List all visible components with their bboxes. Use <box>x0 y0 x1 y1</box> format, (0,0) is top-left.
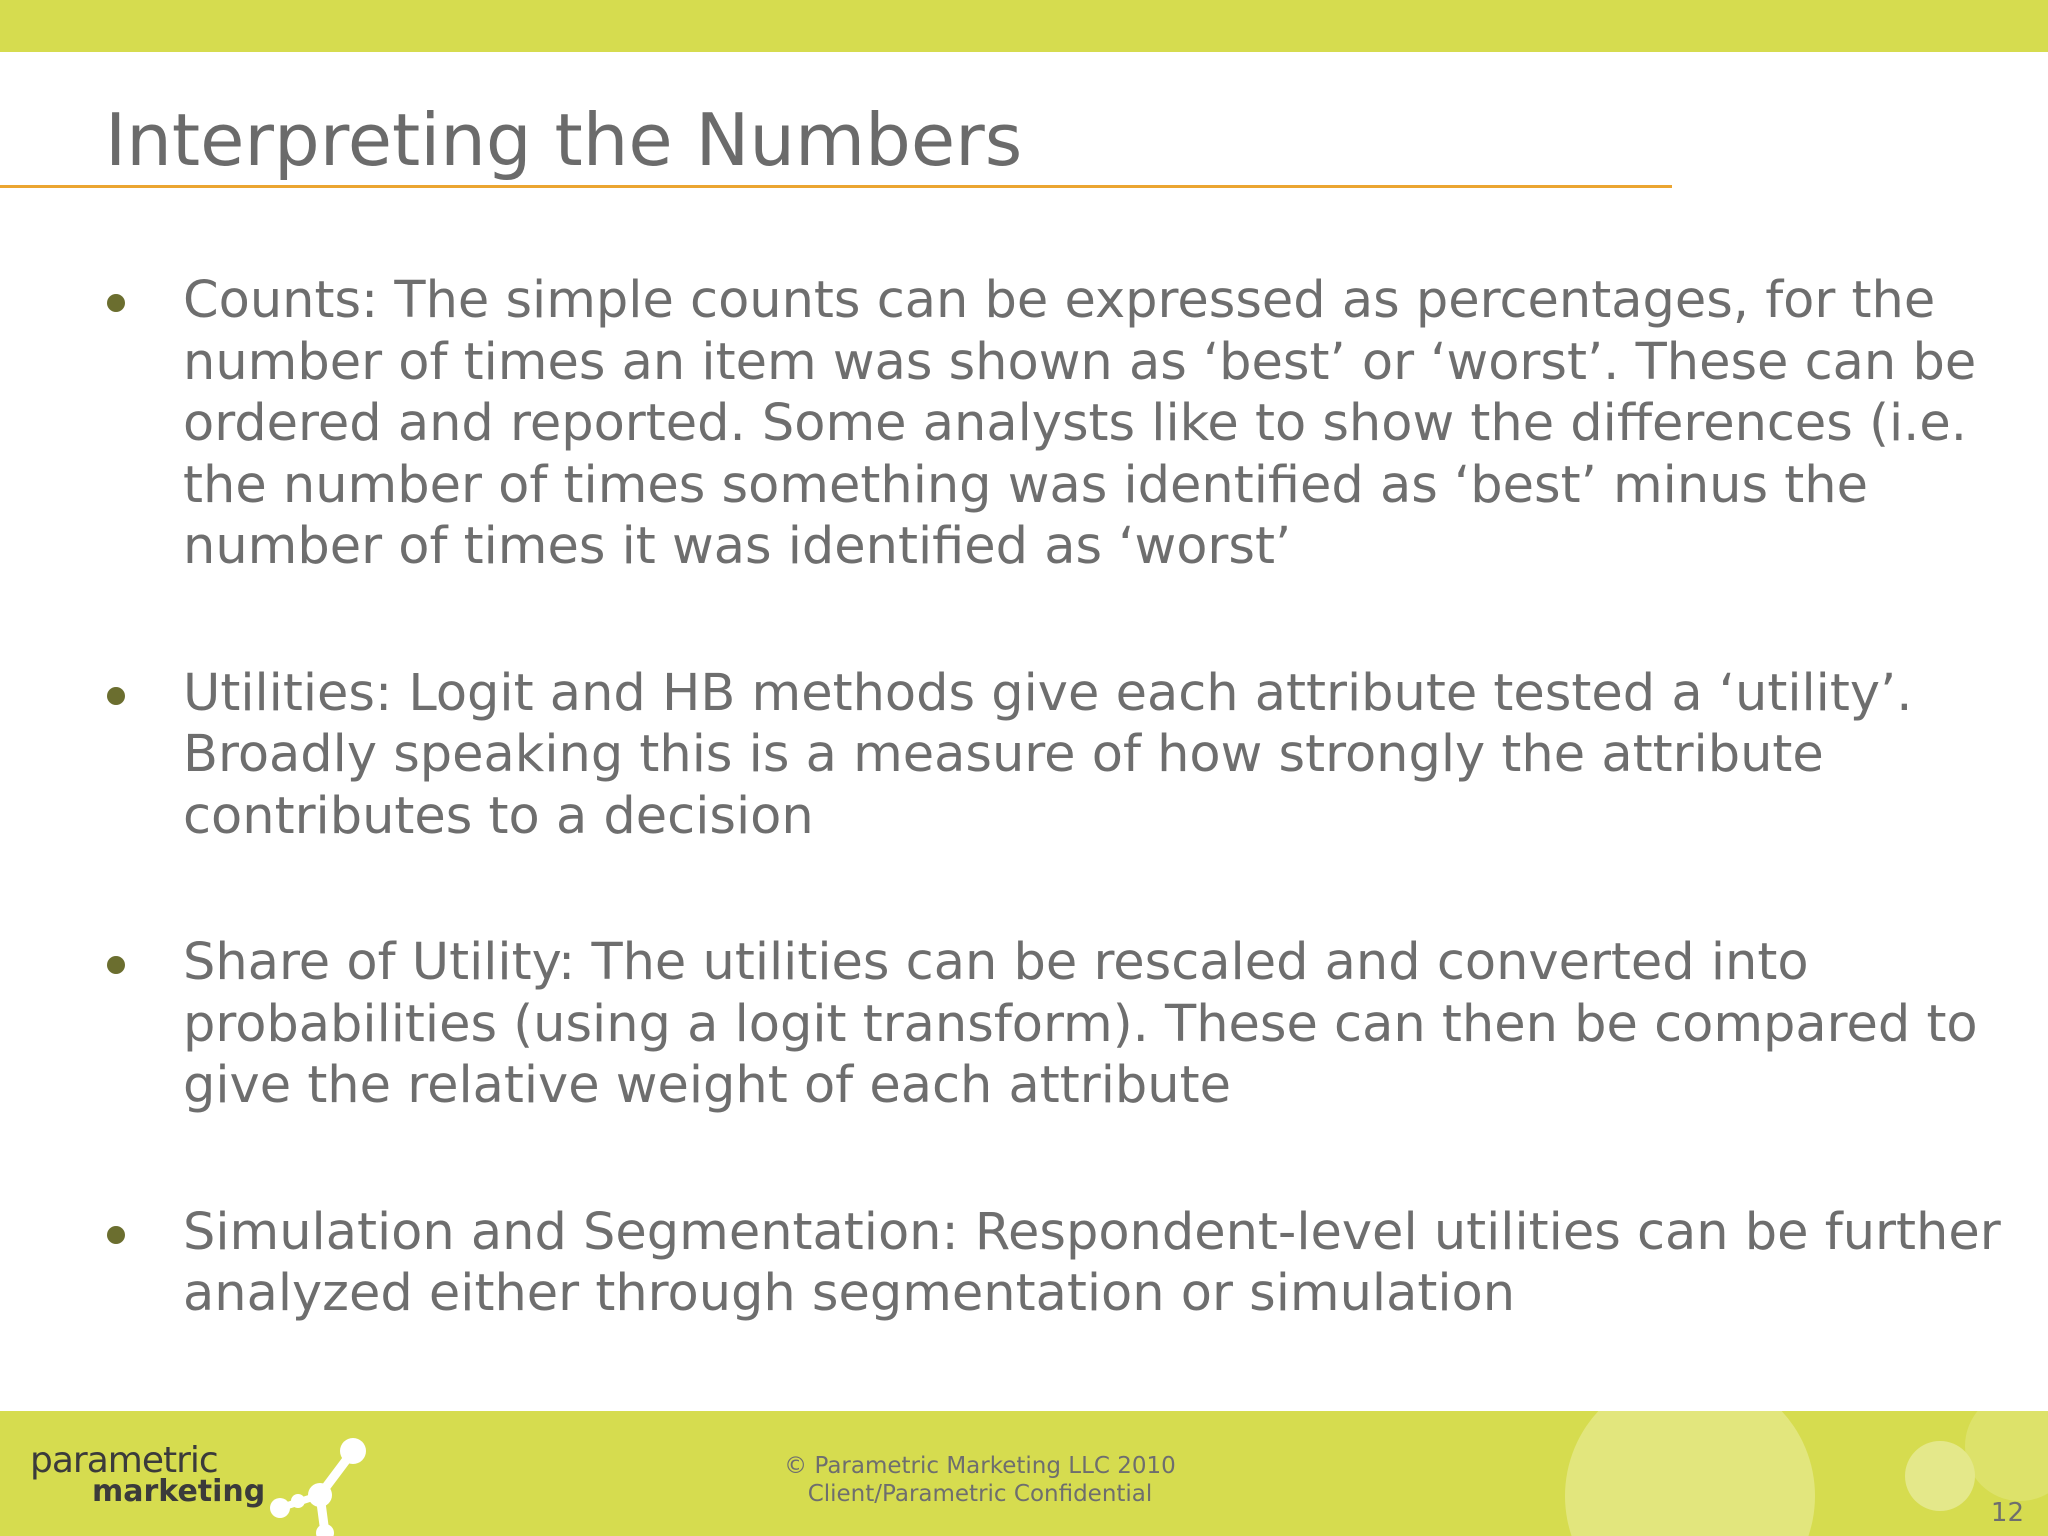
bullet-item-utilities <box>105 663 2005 848</box>
logo-word-marketing: marketing <box>92 1474 266 1509</box>
title-underline <box>0 185 1672 188</box>
confidential-line: Client/Parametric Confidential <box>807 1481 1153 1507</box>
bullet-text: Share of Utility: The utilities can be rescaled and converted into probabilities (using a logit transform). These can then be compared to give the relative weight of each attribute <box>183 933 1978 1115</box>
bullet-dot-icon <box>107 1226 125 1244</box>
top-accent-band <box>0 0 2048 52</box>
bullet-item-share-of-utility <box>105 932 2005 1117</box>
bullet-text: Utilities: Logit and HB methods give each attribute tested a ‘utility’. Broadly speaking this is a measure of how strongly the attribute contributes to a decision <box>183 663 1913 846</box>
copyright-notice <box>0 1452 1960 1508</box>
bullet-dot-icon <box>107 294 125 312</box>
bullet-text: Simulation and Segmentation: Respondent-level utilities can be further analyzed either through segmentation or simulation <box>183 1202 2001 1323</box>
page-number: 12 <box>1990 1498 2024 1528</box>
bullet-item-simulation-segmentation <box>105 1202 2005 1325</box>
logo-word-parametric: parametric <box>30 1440 218 1481</box>
slide-title: Interpreting the Numbers <box>105 98 1023 182</box>
bullet-list <box>105 260 2005 1325</box>
bullet-dot-icon <box>107 956 125 974</box>
bullet-text: Counts: The simple counts can be expressed as percentages, for the number of times an item was shown as ‘best’ or ‘worst’. These can be ordered and reported. Some analysts like to show the differences (i.e. the number of times something was identified as ‘best’ minus the number of times it was identified as ‘worst’ <box>183 271 1977 576</box>
bullet-dot-icon <box>107 687 125 705</box>
decorative-bubble <box>1965 1411 2048 1501</box>
copyright-line: © Parametric Marketing LLC 2010 <box>784 1453 1176 1479</box>
bullet-item-counts <box>105 270 2005 578</box>
